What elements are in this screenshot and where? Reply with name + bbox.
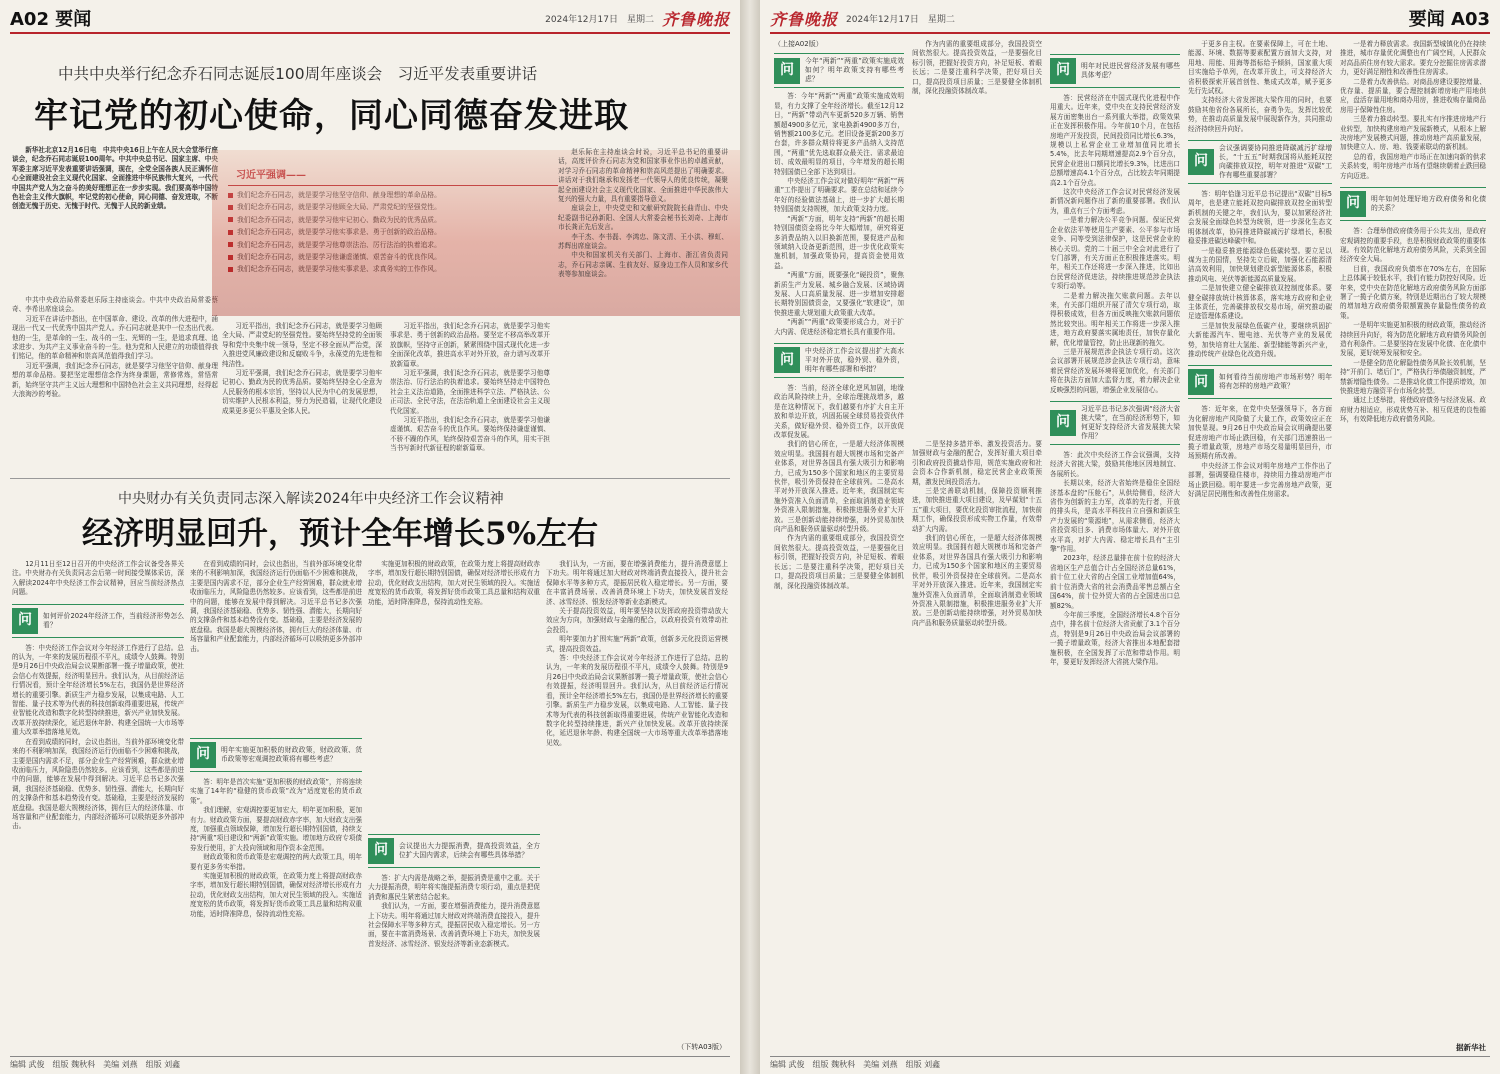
paragraph: 目前，我国政府负债率在70%左右，在国际上总体属于较低水平，我们有能力防控好风险。近年来，党中央在防范化解地方政府债务风险方面部署了一揽子化债方案，特别是近期出台了较大规模的增加地方政府债务限额置换存量隐性债务的政策。 [1340, 264, 1486, 320]
right-col2 [912, 40, 1042, 1052]
paragraph: 长期以来，经济大省始终是稳住全国经济基本盘的“压舱石”，从供给侧看，经济大省作为创新的主力军，改革的先行者，开放的排头兵，是高水平科技自立自强和新质生产力发展的“策源地”，从需求侧看，经济大省投资项目多、消费市场体量大、对外开放水平高，对扩大内需、稳定增长具有“主引擎”作用。 [1050, 479, 1180, 554]
paragraph: 于更多自主权。在要素保障上，可在土地、能源、环境、数据等要素配置方面加大支持，对用地、用能、用海等指标给予倾斜，国家重大项目实施给予单列，在改革开放上，可支持经济大省积极探索开展首创性、集成式改革，赋予更多先行先试权。 [1188, 40, 1332, 96]
paragraph: 一是着力解决公平竞争问题。保证民营企业依法平等使用生产要素、公平参与市场竞争、同等受到法律保护，这是民营企业的核心关切。党的二十届三中全会对此进行了专门部署，有关方面正在积极推进落实。明年，相关工作还将进一步深入推进，比如出台民营经济促进法，持续推进规范涉企执法专项行动等。 [1050, 216, 1180, 291]
question-text: 明年如何处理好地方政府债务和化债的关系？ [1371, 195, 1486, 213]
paragraph: 中央经济工作会议对做好明年“两新”“两重”工作提出了明确要求。要在总结和延续今年好的经验做法基础上，进一步扩大超长期特别国债支持规模，加大政策支持力度。 [774, 177, 904, 214]
story2-col1 [12, 560, 184, 1048]
page-footer: 编辑 武俊 组版 魏秋科 美编 刘燕 组版 刘鑫 [10, 1056, 730, 1070]
quote-item: 我们纪念乔石同志，就是要学习他坚守信仰、献身理想的革命品格。 [228, 189, 558, 201]
paragraph: 三是完善联动机制，保障投资顺利推进，加快推进重大项目建设，及早谋划“十五五”重大项目，要优化投资审批流程，加快前期工作，确保投资形成实物工作量，有效带动扩大内需。 [912, 487, 1042, 533]
paragraph: 座谈会上，中央党史和文献研究院院长曲青山、中央纪委副书记孙新阳、全国人大常委会秘书长刘奇、上海市市长龚正先后发言。 [558, 204, 728, 232]
paragraph: 答：合理举借政府债务用于公共支出，是政府宏观调控的重要手段，也是积极财政政策的重要体现。有效防范化解地方政府债务风险，关系到全国经济安全大局。 [1340, 227, 1486, 264]
story1-col1 [12, 296, 218, 460]
story2-col4 [546, 560, 728, 1048]
question-box [12, 604, 184, 638]
question-icon: 问 [1340, 191, 1366, 217]
paragraph: 习近平强调，我们纪念乔石同志，就是要学习他尊崇法治、厉行法治的执着追求。要始终坚持走中国特色社会主义法治道路，全面推进科学立法、严格执法、公正司法、全民守法，在法治轨道上全面建设社会主义现代化国家。 [390, 369, 550, 415]
paragraph: “两新”方面，明年支持“两新”的超长期特别国债资金将比今年大幅增加，研究将更多消费品纳入以旧换新范围，要促进产品和领域纳入设备更新范围，进一步优化政策实施机制，加强政策协同，提高资金使用效益。 [774, 214, 904, 270]
story1-kicker: 中共中央举行纪念乔石同志诞辰100周年座谈会 习近平发表重要讲话 [58, 65, 538, 83]
page-a03 [760, 0, 1500, 1074]
paragraph: 习近平强调，我们纪念乔石同志，就是要学习他牢记初心、勤政为民的优秀品质。要始终坚持全心全意为人民服务的根本宗旨，坚持以人民为中心的发展思想，切实维护人民根本利益，努力为民造福，让现代化建设成果更多更公平惠及全体人民。 [222, 369, 382, 415]
question-icon: 问 [774, 347, 800, 373]
paragraph: 通过上述举措，将使政府债务与经济发展、政府财力相适应，形成优势互补、相互促进的良性循环，有效降低地方政府债务风险。 [1340, 396, 1486, 424]
quote-item: 我们纪念乔石同志，就是要学习他顾全大局、严肃党纪的坚强党性。 [228, 201, 558, 213]
paragraph: 二是着力改善供给。对商品房建设要控增量、优存量、提质量，要合理控制新增房地产用地供应，盘活存量用地和商办用房，推进收购存量商品房用于保障性住房。 [1340, 77, 1486, 114]
paragraph: 2023年，经济总量排在前十位的经济大省地区生产总值合计占全国经济总量61%，前十位工业大省的占全国工业增加值64%，前十位消费大省的社会消费品零售总额占全国64%，前十位外贸大省的占全国进出口总额82%。 [1050, 554, 1180, 610]
continued-note: （下转A03版） [673, 1042, 726, 1052]
right-col4 [1188, 40, 1332, 1052]
paragraph: 习近平强调，我们纪念乔石同志，就是要学习他坚守信仰、献身理想的革命品格。要把坚定理想信念作为终身课题，常修常炼，常悟常新，始终坚守共产主义远大理想和中国特色社会主义共同理想，经得起大浪淘沙的考验。 [12, 361, 218, 399]
paragraph: 三是加快发展绿色低碳产业，要继续巩固扩大新能源汽车、锂电池、光伏等产业的发展优势，加快培育壮大氢能、新型储能等新兴产业，推动传统产业绿色化改造升级。 [1188, 321, 1332, 358]
paragraph: 二是加快建立健全碳排放双控制度体系。要健全碳排放统计核算体系，落实地方政府和企业主体责任，完善碳排放权交易市场，研究推动碳足迹管理体系建设。 [1188, 284, 1332, 321]
paragraph: 中共中央政治局常委赵乐际主持座谈会。中共中央政治局常委蔡奇、李希出席座谈会。 [12, 296, 218, 314]
paragraph: 这次中央经济工作会议对民营经济发展新情况新问题作出了新的重要部署。我们认为，重点有三个方面考虑。 [1050, 188, 1180, 215]
paragraph: 我们的信心所在，一是超大经济体规模效应明显。我国拥有超大规模市场和完备产业体系，对世界各国具有强大吸引力和影响力，已成为150多个国家和地区的主要贸易伙伴，吸引外资保持在全球前列。二是高水平对外开放深入推进。近年来，我国制定实施外资准入负面清单，全面取消制造业领域外资准入限制措施，积极推进服务业扩大开放。三是创新动能持续增强，对外贸易加快向产品和服务质量驱动转型升级。 [774, 440, 904, 534]
paragraph: 二是坚持多措并举、激发投资活力。要加强财政与金融的配合，发挥好重大项目牵引和政府投资撬动作用，规范实施政府和社会资本合作新机制，稳定民营企业政策预期，激发民间投资活力。 [912, 440, 1042, 486]
right-col5 [1340, 40, 1486, 1052]
issue-date: 2024年12月17日 星期二 [846, 14, 955, 25]
paragraph: 答：此次中央经济工作会议强调，支持经济大省挑大梁，鼓励其他地区因地制宜、各展所长。 [1050, 451, 1180, 478]
story1-col2 [222, 322, 382, 472]
paragraph: 在看到成绩的同时，会议也指出，当前外部环境变化带来的不利影响加深，我国经济运行仍面临不少困难和挑战，主要是国内需求不足，部分企业生产经营困难，群众就业增收面临压力，风险隐患仍然较多。应该看到，这些都是前进中的问题，能够在发展中得到解决。习近平总书记多次强调，我国经济基础稳、优势多、韧性强、潜能大，长期向好的支撑条件和基本趋势没有变。基础稳，主要是经济发展的底盘稳。我国是超大规模经济体，拥有巨大的经济体量、市场容量和产业配套能力，内部经济循环可以吸纳更多外部冲击。 [12, 737, 184, 831]
question-text: 习近平总书记多次强调“经济大省挑大梁”，在当前经济形势下，如何更好支持经济大省发展挑大梁作用？ [1081, 405, 1180, 440]
story2-lead: 12月11日至12日召开的中央经济工作会议备受各界关注。中央财办有关负责同志会后第一时间接受媒体采访，深入解读2024年中央经济工作会议精神，回应当前经济热点问题。 [12, 560, 184, 597]
paragraph: 三是着力推动转型。要扎实有序推进房地产行业转型，加快构建房地产发展新模式，从根本上解决房地产发展模式问题，推动房地产高质量发展，加快建立人、房、地、钱要素联动的新机制。 [1340, 115, 1486, 152]
paragraph: 习近平指出，我们纪念乔石同志，就是要学习他顾全大局、严肃党纪的坚强党性。要始终坚持党的全面领导和党中央集中统一领导，坚定不移全面从严治党，深入推进党风廉政建设和反腐败斗争，永葆党的先进性和纯洁性。 [222, 322, 382, 368]
question-box [1188, 140, 1332, 184]
story1-lead: 新华社北京12月16日电 中共中央16日上午在人民大会堂举行座谈会，纪念乔石同志诞辰100周年。中共中央总书记、国家主席、中央军委主席习近平发表重要讲话强调，现在，全党全国各族人民正满怀信心全面建设社会主义现代化国家、全面推进中华民族伟大复兴，一代代中国共产党人为之奋斗的美好理想正在一步步实现。我们要高举中国特色社会主义伟大旗帜，牢记党的初心使命，同心同德、奋发进取，不断创造无愧于历史、无愧于时代、无愧于人民的新业绩。 [12, 146, 218, 211]
paragraph: 今年前三季度，全国经济增长4.8个百分点中，排名前十位经济大省贡献了3.1个百分点，特别是9月26日中央政治局会议部署的一揽子增量政策，经济大省推出本地配套措施积极，在全国发挥了示范和带动作用。明年，要更好发挥经济大省挑大梁作用。 [1050, 610, 1180, 666]
story1-col3 [390, 322, 550, 472]
question-box [1050, 401, 1180, 445]
paragraph: 中央经济工作会议对明年房地产工作作出了部署，强调要稳住楼市，持续用力推动房地产市场止跌回稳。明年要进一步完善房地产政策，更好满足居民刚性和改善性住房需求。 [1188, 461, 1332, 499]
paragraph: 李干杰、李书磊、李鸿忠、陈文清、王小洪、穆虹、苏辉出席座谈会。 [558, 232, 728, 251]
paragraph: 明年要加力扩围实施“两新”政策，创新多元化投资运营模式，提高投资效益。 [546, 635, 728, 653]
paragraph: 实施更加积极的财政政策，在政策力度上将提高财政赤字率，增加发行超长期特别国债，确保对经济增长形成有力拉动，优化财政支出结构，加大对民生领域的投入。实施适度宽松的货币政策，将发挥好货币政策工具总量和结构双重功能，适时降准降息，保持流动性充裕。 [368, 560, 540, 606]
question-icon: 问 [1050, 58, 1076, 84]
question-icon: 问 [190, 742, 216, 768]
paragraph: 我们认为，一方面，要在增强消费能力，提升消费意愿上下功夫。明年将通过加大财政对终端消费直接投入，提升社会保障水平等多种方式，提振居民收入稳定增长。另一方面，要在丰富消费场景、改善消费环境上下功夫，加快发展首发经济、冰雪经济、银发经济等新业态新模式。 [546, 560, 728, 606]
story2-col2 [190, 560, 362, 1048]
right-col3 [1050, 40, 1180, 1052]
paragraph: 答：明年恰逢习近平总书记提出“双碳”目标5周年，也是建立能耗双控向碳排放双控全面转型新机制的关键之年，我们认为，要以加紧经济社会发展全面绿色转型为统领，进一步深化生态文明体制改革，协同推进降碳减污扩绿增长，积极稳妥推进碳达峰碳中和。 [1188, 190, 1332, 246]
story1-col4 [558, 148, 728, 472]
paragraph: 答：扩大内需是战略之举，提振消费是重中之重。关于大力提振消费，明年将实施提振消费专项行动，重点是把促消费和惠民生紧密结合起来。 [368, 874, 540, 901]
quote-item: 我们纪念乔石同志，就是要学习他实事求是、勇于创新的政治品格。 [228, 226, 558, 238]
paragraph: 二是着力解决拖欠账款问题。去年以来，有关部门组织开展了清欠专项行动，取得积极成效，但各方面反映拖欠账款问题依然比较突出。明年相关工作将进一步深入推进，地方政府要落实属地责任，加快存量化解，优化增量管控，防止出现新的拖欠。 [1050, 291, 1180, 347]
paragraph: 答：今年“两新”“两重”政策实施成效明显，有力支撑了全年经济增长。截至12月12日，“两新”带动汽车更新520多万辆、销售额超4900多亿元，家电换新4900多万台，销售额2100多亿元。老旧设备更新200多万台套，许多群众期待将更多产品纳入支持范围，“两重”优先选取群众最关注、需求最迫切、成效最明显的项目，今年增发的超长期特别国债已全部下达到项目。 [774, 92, 904, 176]
quote-item: 我们纪念乔石同志，就是要学习他牢记初心、勤政为民的优秀品质。 [228, 214, 558, 226]
story2-headline: 经济明显回升，预计全年增长5%左右 [82, 516, 599, 552]
section-divider [10, 478, 730, 479]
question-text: 明年对民进民营经济发展有哪些具体考虑？ [1081, 62, 1180, 79]
issue-date: 2024年12月17日 星期二 [545, 14, 654, 25]
paragraph: 关于提高投资效益，明年要坚持以发挥政府投资带动放大效应为方向，加强财政与金融的配合，以政府投资有效带动社会投资。 [546, 607, 728, 634]
question-icon: 问 [12, 608, 38, 634]
newspaper-logo: 齐鲁晚报 [770, 9, 839, 29]
question-text: 今年“两新”“两重”政策实施成效如何？明年政策支持有哪些考虑？ [805, 57, 904, 84]
quote-item: 我们纪念乔石同志，就是要学习他实事求是、求真务实的工作作风。 [228, 263, 558, 275]
question-box [1050, 54, 1180, 88]
question-box [774, 343, 904, 378]
page-label: 要闻 A03 [1408, 9, 1490, 30]
quote-item: 我们纪念乔石同志，就是要学习他谦虚谨慎、艰苦奋斗的优良作风。 [228, 251, 558, 263]
paragraph: 一是健全防范化解隐性债务风险长效机制，坚持“开前门、堵后门”，严格执行举债融资制度，严禁新增隐性债务。二是推动化债工作提质增效，加快推进地方融资平台市场化转型。 [1340, 358, 1486, 395]
story1-lead-column [12, 146, 218, 296]
paragraph: 我们认为，一方面，要在增强消费能力，提升消费意愿上下功夫。明年将通过加大财政对终端消费直接投入，提升社会保障水平等多种方式，提振居民收入稳定增长。另一方面，要在丰富消费场景、改善消费环境上下功夫，加快发展首发经济、冰雪经济、银发经济等新业态新模式。 [368, 902, 540, 948]
quote-title: 习近平强调—— [236, 170, 306, 181]
paragraph: 财政政策和货币政策是宏观调控的两大政策工具，明年要有更多务实举措。 [190, 853, 362, 871]
paragraph: 答：近年来，在党中央坚强领导下，各方面为化解房地产风险做了大量工作，政策效应正在加快显现。9月26日中央政治局会议明确提出要促进房地产市场止跌回稳，有关部门迅速推出一揽子增量政策，房地产市场交易量明显回升，市场预期有所改善。 [1188, 405, 1332, 461]
question-text: 中央经济工作会议提出扩大高水平对外开放，稳外贸、稳外资，明年有哪些部署和举措？ [805, 346, 904, 373]
question-box [1188, 365, 1332, 399]
continued-from: （上接A02版） [774, 40, 823, 48]
paragraph: 我们理解，宏观调控要更加宏大，明年更加积极，更加有力。财政政策方面，要提高财政赤字率，加大财政支出强度，加强重点领域保障，增加发行超长期特别国债，持续支持“两重”项目建设和“两新”政策实施。增加地方政府专项债券发行使用，扩大投向领域和用作资本金范围。 [190, 806, 362, 852]
question-text: 如何评价2024年经济工作，当前经济形势怎么看？ [43, 611, 184, 629]
question-box [774, 53, 904, 88]
page-header [770, 4, 1490, 34]
paragraph: 赵乐际在主持座谈会时说，习近平总书记的重要讲话，高度评价乔石同志为党和国家事业作出的卓越贡献，对学习乔石同志的革命精神和崇高风范提出了明确要求。讲话对于我们继承和发扬老一代领导人的优良传统，凝聚起全面建设社会主义现代化国家、全面推进中华民族伟大复兴的强大力量，具有重要指导意义。 [558, 148, 728, 204]
question-icon: 问 [1188, 149, 1214, 175]
paragraph: 习近平指出，我们纪念乔石同志，就是要学习他实事求是、勇于创新的政治品格。要坚定不移高举改革开放旗帜，坚持守正创新，紧紧围绕中国式现代化进一步全面深化改革，推进高水平对外开放，奋力谱写改革开放新篇章。 [390, 322, 550, 368]
page-label: A02 要闻 [10, 9, 92, 30]
story2-col3 [368, 560, 540, 1048]
question-text: 会议强调要协同推进降碳减污扩绿增长，“十五五”时期我国将从能耗双控向碳排放双控，明年对推进“双碳”工作有哪些重要部署？ [1219, 144, 1332, 180]
paragraph: 一是稳妥推进能源绿色低碳转型。要立足以煤为主的国情，坚持先立后破，加强化石能源清洁高效利用，加快规划建设新型能源体系，积极推动风电、光伏等新能源高质量发展。 [1188, 246, 1332, 283]
paragraph: 答：当前，经济全球化逆风加剧，地缘政治风险持续上升，全球治理挑战增多，越是在这种情况下，我们越要有序扩大自主开放和单边开放，巩固拓展全球贸易投资伙伴关系，做好稳外贸、稳外资工作，以开放促改革促发展。 [774, 383, 904, 439]
question-box [368, 834, 540, 868]
paragraph: “两新”“两重”政策要形成合力，对于扩大内需、促进经济稳定增长具有重要作用。 [774, 318, 904, 336]
paragraph: 一是明年实施更加积极的财政政策，推动经济持续回升向好，将为防范化解地方政府债务风险创造有利条件。二是要坚持在发展中化债、在化债中发展，更好统筹发展和安全。 [1340, 321, 1486, 358]
question-icon: 问 [1050, 410, 1076, 436]
right-col1 [774, 40, 904, 1052]
page-gutter [740, 0, 760, 1074]
paragraph: 在看到成绩的同时，会议也指出，当前外部环境变化带来的不利影响加深，我国经济运行仍面临不少困难和挑战，主要是国内需求不足，部分企业生产经营困难，群众就业增收面临压力，风险隐患仍然较多。应该看到，这些都是前进中的问题，能够在发展中得到解决。习近平总书记多次强调，我国经济基础稳、优势多、韧性强、潜能大，长期向好的支撑条件和基本趋势没有变。基础稳，主要是经济发展的底盘稳。我国是超大规模经济体，拥有巨大的经济体量、市场容量和产业配套能力，内部经济循环可以吸纳更多外部冲击。 [190, 560, 362, 653]
paragraph: 答：中央经济工作会议对今年经济工作进行了总结。总的认为，一年来的发展历程很不平凡，成绩令人鼓舞。特别是9月26日中央政治局会议果断部署一揽子增量政策，使社会信心有效提振，经济明显回升。我们认为，从目前经济运行情况看，预计全年经济增长5%左右，我国仍是世界经济增长的重要引擎。新质生产力稳步发展，以集成电路、人工智能、量子技术等为代表的科技创新取得重要进展，传统产业智能化改造和数字化转型持续推进，新兴产业加快发展。改革开放持续深化，延迟退休年龄、构建全国统一大市场等重大改革举措落地见效。 [546, 654, 728, 747]
paragraph: 习近平指出，我们纪念乔石同志，就是要学习他谦虚谨慎、艰苦奋斗的优良作风。要始终保持谦虚谨慎、不骄不躁的作风，始终保持艰苦奋斗的作风，用实干担当书写新时代新征程的崭新篇章。 [390, 416, 550, 453]
story2-kicker: 中央财办有关负责同志深入解读2024年中央经济工作会议精神 [118, 491, 504, 507]
paragraph: 总的看，我国房地产市场正在加速向新的供求关系转变，明年房地产市场有望继续朝着止跌回稳方向迈进。 [1340, 152, 1486, 180]
story1-headline: 牢记党的初心使命，同心同德奋发进取 [34, 96, 629, 136]
question-box [1340, 187, 1486, 221]
page-footer: 编辑 武俊 组版 魏秋科 美编 刘燕 组版 刘鑫 [770, 1056, 1490, 1070]
question-box [190, 738, 362, 772]
quote-item: 我们纪念乔石同志，就是要学习他尊崇法治、厉行法治的执着追求。 [228, 239, 558, 251]
paragraph: 一是着力释放需求。我国新型城镇化仍在持续推进，城市存量优化调整也有广阔空间，人民群众对高品质住房有较大需求。要充分挖掘住房需求潜力，更好满足刚性和改善性住房需求。 [1340, 40, 1486, 77]
paragraph: 我们的信心所在，一是超大经济体规模效应明显。我国拥有超大规模市场和完备产业体系，对世界各国具有强大吸引力和影响力，已成为150多个国家和地区的主要贸易伙伴，吸引外资保持在全球前列。二是高水平对外开放深入推进。近年来，我国制定实施外资准入负面清单，全面取消制造业领域外资准入限制措施，积极推进服务业扩大开放。三是创新动能持续增强，对外贸易加快向产品和服务质量驱动转型升级。 [912, 534, 1042, 627]
paragraph: 支持经济大省发挥挑大梁作用的同时，也要鼓励其他省份各展所长，奋勇争先，发挥比较优势，在推动高质量发展中展现新作为，共同推动经济持续回升向好。 [1188, 96, 1332, 133]
paragraph: 作为内需的重要组成部分，我国投资空间依然很大。提高投资效益，一是要强化目标引领，把握好投资方向，补足短板、着眼长远；二是要注重科学决策，把好项目关口，提高投资项目质量；三是要健全体制机制，深化投融资体制改革。 [912, 40, 1042, 96]
paragraph: 三是开展规范涉企执法专项行动。这次会议部署开展规范涉企执法专项行动，意味着民营经济发展环境将更加优化，有关部门将在执法方面加大监督力度，着力解决企业反映强烈的问题，增强企业发展信心。 [1050, 347, 1180, 394]
newspaper-logo: 齐鲁晚报 [661, 9, 730, 29]
paragraph: 中央和国家机关有关部门、上海市、浙江省负责同志，乔石同志亲属、生前友好、原身边工作人员和家乡代表等参加座谈会。 [558, 251, 728, 279]
question-icon: 问 [368, 838, 394, 864]
page-a02 [0, 0, 740, 1074]
question-text: 会议提出大力提振消费，提高投资效益，全方位扩大国内需求，后续会有哪些具体举措？ [399, 842, 540, 859]
byline: 据新华社 [1452, 1042, 1486, 1053]
paragraph: 习近平在讲话中指出，在中国革命、建设、改革的伟大进程中，涌现出一代又一代优秀中国共产党人。乔石同志就是其中一位杰出代表。他的一生，是革命的一生、战斗的一生、光辉的一生，是追求真理、追求进步、为共产主义事业奋斗的一生。他为党和人民建立的功绩值得我们铭记，他的革命精神和崇高风范值得我们学习。 [12, 314, 218, 361]
paragraph: 作为内需的重要组成部分，我国投资空间依然很大。提高投资效益，一是要强化目标引领，把握好投资方向，补足短板、着眼长远；二是要注重科学决策，把好项目关口，提高投资项目质量；三是要健全体制机制，深化投融资体制改革。 [774, 534, 904, 590]
question-icon: 问 [774, 58, 800, 84]
paragraph: 答：中央经济工作会议对今年经济工作进行了总结。总的认为，一年来的发展历程很不平凡，成绩令人鼓舞。特别是9月26日中央政治局会议果断部署一揽子增量政策，使社会信心有效提振，经济明显回升。我们认为，从目前经济运行情况看，预计全年经济增长5%左右，我国仍是世界经济增长的重要引擎。新质生产力稳步发展，以集成电路、人工智能、量子技术等为代表的科技创新取得重要进展，传统产业智能化改造和数字化转型持续推进，新兴产业加快发展。改革开放持续深化，延迟退休年龄、构建全国统一大市场等重大改革举措落地见效。 [12, 643, 184, 737]
paragraph: “两重”方面，既要强化“硬投资”，聚焦新质生产力发展、城乡融合发展、区域协调发展、人口高质量发展、进一步增加安排超长期特别国债资金，又要强化“软建设”，加快推进重大规划重大政策重大改革。 [774, 271, 904, 317]
paragraph: 答：明年是首次实施“更加积极的财政政策”，并将连续实施了14年的“稳健的货币政策”改为“适度宽松的货币政策”。 [190, 778, 362, 805]
paragraph: 答：民营经济在中国式现代化进程中作用重大。近年来，党中央在支持民营经济发展方面密集出台一系列重大举措，政策效果正在发挥积极作用。今年前10个月，在包括房地产开发投资，民间投资同比增长6.3%，规模以上私营企业工业增加值同比增长5.4%，比去年同期增速提高2.9个百分点，民营企业进出口额同比增长9.3%，比进出口总额增速高4.1个百分点，占比较去年同期提高2.1个百分点。 [1050, 94, 1180, 187]
question-text: 如何看待当前房地产市场形势？明年将有怎样的房地产政策？ [1219, 373, 1332, 391]
question-icon: 问 [1188, 369, 1214, 395]
page-header [10, 4, 730, 34]
paragraph: 实施更加积极的财政政策，在政策力度上将提高财政赤字率，增加发行超长期特别国债，确保对经济增长形成有力拉动，优化财政支出结构，加大对民生领域的投入。实施适度宽松的货币政策，将发挥好货币政策工具总量和结构双重功能，适时降准降息，保持流动性充裕。 [190, 872, 362, 918]
question-text: 明年实施更加积极的财政政策，财政政策、货币政策等宏观调控政策将有哪些考虑？ [221, 746, 362, 763]
